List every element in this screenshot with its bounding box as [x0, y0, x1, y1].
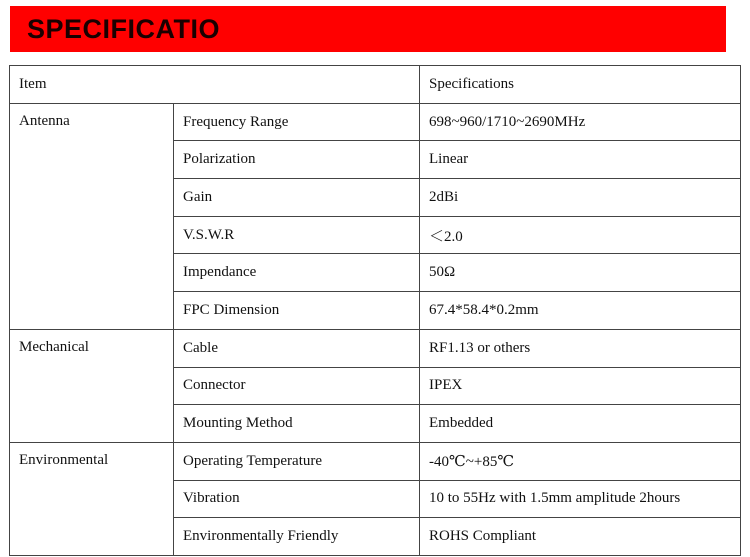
- value-cell: ＜2.0: [420, 216, 741, 254]
- param-cell: Connector: [174, 367, 420, 405]
- param-cell: Gain: [174, 179, 420, 217]
- header-specifications: Specifications: [420, 66, 741, 104]
- table-row: [10, 442, 741, 480]
- value-cell: 698~960/1710~2690MHz: [420, 103, 741, 141]
- banner-title: SPECIFICATIO: [27, 14, 221, 44]
- value-cell: 10 to 55Hz with 1.5mm amplitude 2hours: [420, 480, 741, 518]
- param-cell: Polarization: [174, 141, 420, 179]
- value-cell: 2dBi: [420, 179, 741, 217]
- table-row: [10, 103, 741, 141]
- value-cell: 67.4*58.4*0.2mm: [420, 292, 741, 330]
- param-cell: Environmentally Friendly: [174, 518, 420, 556]
- param-cell: Operating Temperature: [174, 442, 420, 480]
- value-cell: 50Ω: [420, 254, 741, 292]
- param-cell: Vibration: [174, 480, 420, 518]
- param-cell: V.S.W.R: [174, 216, 420, 254]
- group-mechanical: Mechanical: [10, 329, 174, 442]
- param-cell: Mounting Method: [174, 405, 420, 443]
- value-cell: Embedded: [420, 405, 741, 443]
- param-cell: Frequency Range: [174, 103, 420, 141]
- value-cell: Linear: [420, 141, 741, 179]
- table-header-row: [10, 66, 741, 104]
- param-cell: FPC Dimension: [174, 292, 420, 330]
- group-environmental: Environmental: [10, 442, 174, 555]
- header-item: Item: [10, 66, 420, 104]
- value-cell: IPEX: [420, 367, 741, 405]
- param-cell: Cable: [174, 329, 420, 367]
- specification-banner: [10, 6, 726, 52]
- specification-table: [9, 65, 741, 556]
- group-antenna: Antenna: [10, 103, 174, 329]
- value-cell: ROHS Compliant: [420, 518, 741, 556]
- param-cell: Impendance: [174, 254, 420, 292]
- value-cell: RF1.13 or others: [420, 329, 741, 367]
- value-cell: -40℃~+85℃: [420, 442, 741, 480]
- table-row: [10, 329, 741, 367]
